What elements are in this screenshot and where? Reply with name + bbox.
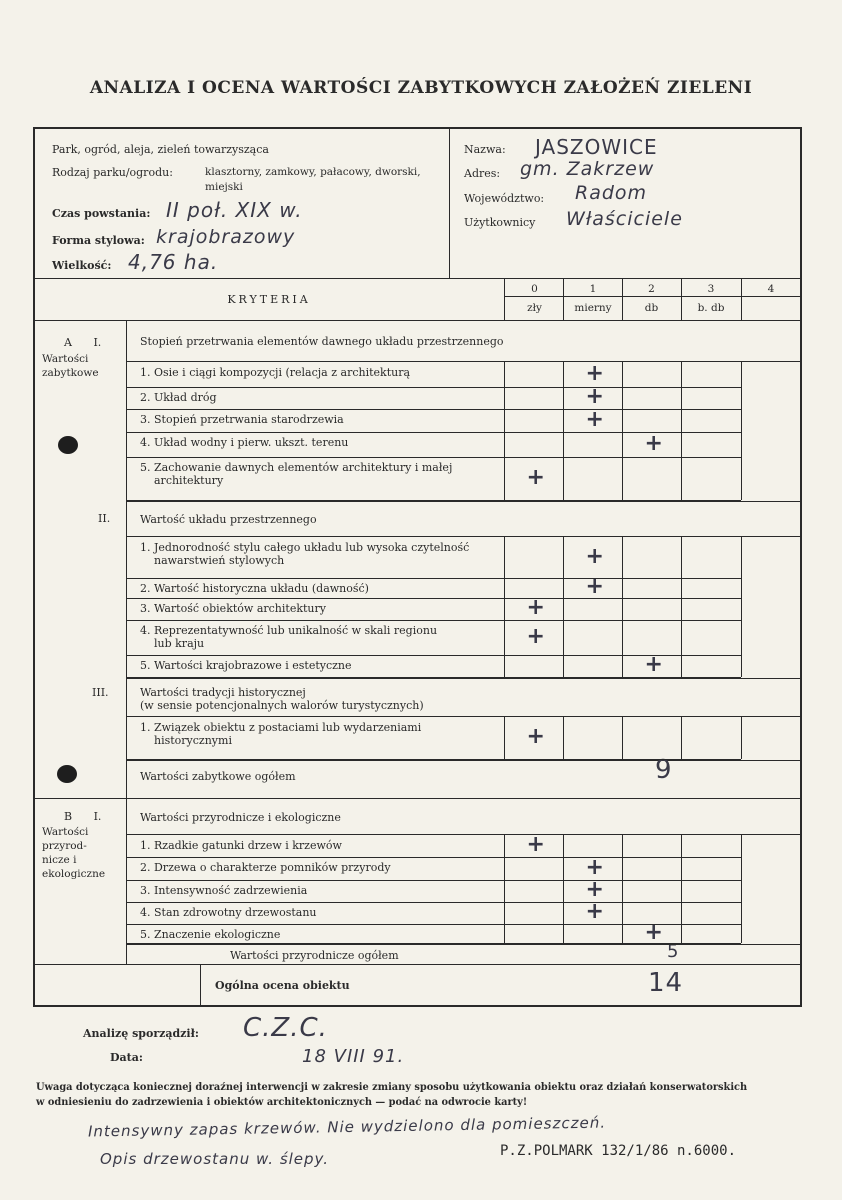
rodzaj-options-2: miejski [205,181,243,193]
a2-row-mark-5: + [644,652,663,677]
a2-row-mark-2: + [585,574,604,599]
a2-row-label2-4: lub kraju [154,637,205,650]
score-name-2: db [644,302,659,314]
park-type-line: Park, ogród, aleja, zieleń towarzysząca [52,143,269,156]
section-b-code: B I. [64,810,102,823]
a1-row-row-line-4 [127,457,741,458]
group-3-title-2: (w sensie potencjonalnych walorów turystycznych) [140,699,424,712]
nazwa-label: Nazwa: [464,143,506,156]
score-header-1: 1 [589,283,597,295]
a1-row-label-5: 5. Zachowanie dawnych elementów architektury i małej [140,461,453,474]
a1-row-mark-1: + [585,360,604,386]
b-row-row-line-1 [127,857,741,858]
overall-label: Ogólna ocena obiektu [215,979,350,992]
b-row-mark-2: + [585,854,604,880]
a2-row-label2-1: nawarstwień stylowych [154,554,285,567]
group-1-line [127,361,801,362]
group-3-line [127,716,801,717]
b-row-col-3 [681,835,682,943]
score-name-3: b. db [697,302,725,314]
a2-row-row-line-5 [127,677,741,678]
uwaga-line-2: w odniesieniu do zadrzewienia i obiektów architektonicznych — podać na odwrocie karty! [36,1097,528,1108]
a3-row-label-1: 1. Związek obiektu z postaciami lub wydarzeniami [140,721,422,734]
a1-row-col-2 [622,362,623,500]
handwritten-note-1: Intensywny zapas krzewów. Nie wydzielono dla pomieszczeń. [87,1113,607,1141]
header-bottom-line [34,278,801,279]
score-col-line-0 [504,279,505,320]
a2-row-mark-3: + [526,595,545,620]
a1-row-mark-4: + [644,430,663,456]
a3-row-col-3 [681,717,682,759]
data-label: Data: [110,1051,143,1064]
a1-row-mark-3: + [585,406,604,432]
overall-box-left [200,965,201,1007]
document-title: ANALIZA I OCENA WARTOŚCI ZABYTKOWYCH ZAŁOŻEŃ ZIELENI [89,78,753,98]
a-total-label: Wartości zabytkowe ogółem [140,770,296,783]
adres-label: Adres: [464,167,501,180]
b-row-label-5: 5. Znaczenie ekologiczne [140,928,281,941]
a1-row-col-0 [504,362,505,500]
score-col-line-4 [741,279,742,320]
criteria-header-mid-line [505,296,801,297]
header-divider [449,128,450,278]
group-3-title: Wartości tradycji historycznej [140,686,306,699]
data-value: 18 VIII 91. [302,1046,405,1067]
czas-value: II poł. XIX w. [166,198,303,222]
score-name-0: zły [527,302,542,314]
a3-row-col-2 [622,717,623,759]
a1-row-col-1 [563,362,564,500]
score-col-line-1 [563,279,564,320]
wielkosc-value: 4,76 ha. [128,250,219,274]
score-header-2: 2 [648,283,655,295]
score-header-0: 0 [531,283,538,295]
b-row-label-3: 3. Intensywność zadrzewienia [140,884,308,897]
a2-row-label-1: 1. Jednorodność stylu całego układu lub wysoka czytelność [140,541,470,554]
score-header-4: 4 [767,283,775,295]
section-b-name-2: przyrod- [42,840,87,852]
a3-row-label2-1: historycznymi [154,734,232,747]
b-row-col-1 [563,835,564,943]
analiza-label: Analizę sporządził: [83,1027,199,1040]
a-total-value: 9 [655,755,673,785]
a2-row-col-1 [563,537,564,677]
group-3-roman: III. [92,686,109,699]
forma-value: krajobrazowy [156,226,296,248]
a2-row-label-5: 5. Wartości krajobrazowe i estetyczne [140,659,352,672]
a1-row-label-1: 1. Osie i ciągi kompozycji (relacja z architekturą [140,366,411,379]
a1-row-label-4: 4. Układ wodny i pierw. ukszt. terenu [140,436,349,449]
a3-row-col-0 [504,717,505,759]
a2-row-col-3 [681,537,682,677]
adres-value: gm. Zakrzew [520,158,655,180]
group-2-top-line [127,501,801,502]
a1-row-col-3 [681,362,682,500]
b-total-bottom-line [34,964,801,965]
section-b-group-line [127,834,801,835]
b-row-row-line-3 [127,902,741,903]
a1-row-row-line-1 [127,387,741,388]
a1-row-col-4 [741,362,742,500]
a2-row-col-4 [741,537,742,677]
czas-label: Czas powstania: [52,207,151,220]
uzyt-value: Właściciele [566,208,683,230]
b-row-mark-5: + [644,919,663,945]
section-a-bottom-line [34,798,801,799]
a2-row-row-line-2 [127,598,741,599]
score-name-1: mierny [574,302,612,314]
section-a-name: Wartości zabytkowe [42,353,99,379]
a2-row-label-4: 4. Reprezentatywność lub unikalność w skali regionu [140,624,438,637]
category-col-line [126,321,127,964]
nazwa-value: JASZOWICE [535,135,658,159]
a2-row-mark-4: + [526,623,545,649]
section-a-code: A I. [64,336,102,349]
b-row-mark-3: + [585,877,604,902]
section-b-name-3: nicze i [42,854,77,866]
b-row-row-line-2 [127,880,741,881]
group-1-title: Stopień przetrwania elementów dawnego układu przestrzennego [140,335,504,348]
a3-row-col-4 [741,717,742,759]
b-row-row-line-5 [127,943,741,944]
a2-row-col-0 [504,537,505,677]
a1-row-row-line-5 [127,500,741,501]
punch-hole-top [58,436,78,454]
section-b-name-4: ekologiczne [42,868,106,880]
score-col-line-2 [622,279,623,320]
a1-row-label-3: 3. Stopień przetrwania starodrzewia [140,413,344,426]
a2-row-mark-1: + [585,543,604,569]
kryteria-label: KRYTERIA [227,293,311,306]
punch-hole-bottom [57,765,77,783]
b-total-value: 5 [667,941,680,962]
a1-row-row-line-2 [127,409,741,410]
rodzaj-label: Rodzaj parku/ogrodu: [52,166,173,179]
b-row-label-4: 4. Stan zdrowotny drzewostanu [140,906,317,919]
b-row-col-4 [741,835,742,943]
woj-label: Województwo: [464,192,545,205]
b-row-label-2: 2. Drzewa o charakterze pomników przyrody [140,861,391,874]
group-2-title: Wartość układu przestrzennego [140,513,317,526]
forma-label: Forma stylowa: [52,234,145,247]
a1-row-label-2: 2. Układ dróg [140,391,217,404]
b-total-top-line [127,944,801,945]
analiza-signature: C.Z.C. [243,1013,328,1043]
a2-row-label-2: 2. Wartość historyczna układu (dawność) [140,582,369,595]
woj-value: Radom [575,182,648,204]
uwaga-line-1: Uwaga dotycząca koniecznej doraźnej interwencji w zakresie zmiany sposobu użytkowania obiektu oraz działań konserwatorskich [36,1082,748,1093]
group-2-roman: II. [98,512,111,525]
b-total-label: Wartości przyrodnicze ogółem [230,949,399,962]
a2-row-row-line-1 [127,578,741,579]
overall-value: 14 [648,968,684,998]
b-row-mark-1: + [526,832,545,857]
a2-row-col-2 [622,537,623,677]
a3-row-mark-1: + [526,724,545,749]
group-2-line [127,536,801,537]
wielkosc-label: Wielkość: [52,259,112,272]
a-total-top-line [127,760,801,761]
a2-row-row-line-3 [127,620,741,621]
print-code: P.Z.POLMARK 132/1/86 n.6000. [500,1143,737,1159]
b-row-label-1: 1. Rzadkie gatunki drzew i krzewów [140,839,342,852]
uzyt-label: Użytkownicy [464,216,536,229]
a3-row-row-line-1 [127,759,741,760]
a3-row-col-1 [563,717,564,759]
b-row-col-0 [504,835,505,943]
b-row-col-2 [622,835,623,943]
section-b-name-1: Wartości [42,826,89,838]
group-3-top-line [127,678,801,679]
a1-row-mark-5: + [526,464,545,490]
criteria-header-bottom-line [34,320,801,321]
score-col-line-3 [681,279,682,320]
b-row-mark-4: + [585,899,604,924]
a1-row-label2-5: architektury [154,474,224,487]
score-header-3: 3 [707,283,715,295]
section-b-group-title: Wartości przyrodnicze i ekologiczne [140,811,341,824]
rodzaj-options: klasztorny, zamkowy, pałacowy, dworski, [205,166,421,178]
a2-row-label-3: 3. Wartość obiektów architektury [140,602,326,615]
handwritten-note-2: Opis drzewostanu w. ślepy. [100,1150,330,1168]
a1-row-mark-2: + [585,384,604,409]
